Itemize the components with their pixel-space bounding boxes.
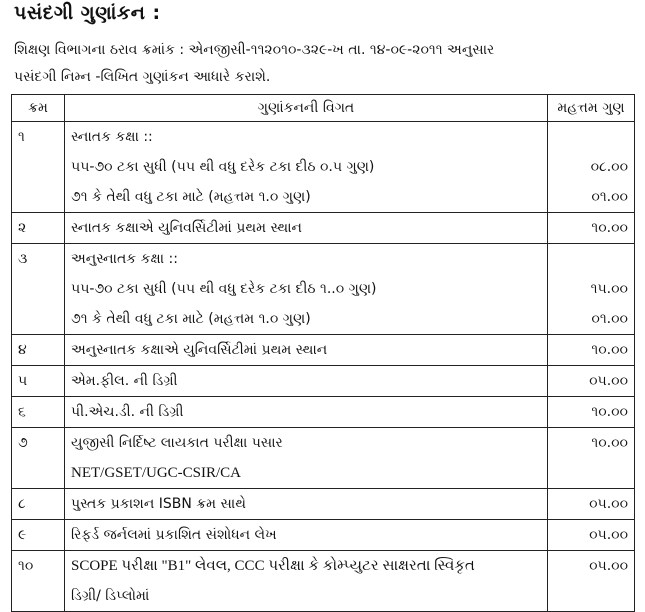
row-detail	[65, 551, 548, 612]
row-marks	[548, 520, 635, 551]
row-marks	[548, 397, 635, 428]
row-detail	[65, 213, 548, 244]
header-marks: મહત્તમ ગુણ	[548, 95, 635, 122]
marks-value: ૧૦.૦૦	[591, 404, 628, 420]
table-row	[12, 397, 635, 428]
row-marks	[548, 366, 635, 397]
detail-line: ૭૧ કે તેથી વધુ ટકા માટે (મહત્તમ ૧.૦ ગુણ)	[71, 311, 311, 327]
table-row	[12, 244, 635, 335]
detail-line: SCOPE પરીક્ષા "B1" લેવલ, CCC પરીક્ષા કે કોમ્પ્યુટર સાક્ષરતા સ્વિકૃત	[71, 558, 475, 574]
detail-line: રિફર્ડ જર્નલમાં પ્રકાશિત સંશોધન લેખ	[71, 527, 277, 543]
table-row	[12, 428, 635, 489]
row-number: ૬	[12, 397, 65, 428]
detail-line: NET/GSET/UGC-CSIR/CA	[71, 465, 242, 481]
marks-value: ૦૮.૦૦	[590, 159, 628, 175]
row-number: ૨	[12, 213, 65, 244]
row-detail	[65, 428, 548, 489]
row-number: ૯	[12, 520, 65, 551]
marks-value: ૦૫.૦૦	[589, 527, 628, 543]
detail-line: ડિગ્રી/ ડિપ્લોમાં	[71, 588, 150, 604]
row-marks	[548, 335, 635, 366]
table-row	[12, 122, 635, 213]
row-marks	[548, 122, 635, 213]
detail-line: ૫૫-૭૦ ટકા સુધી (૫૫ થી વધુ દરેક ટકા દીઠ ૧..૦ ગુણ)	[71, 281, 377, 297]
row-marks	[548, 428, 635, 489]
table-row	[12, 551, 635, 612]
table-row	[12, 366, 635, 397]
row-number: ૭	[12, 428, 65, 489]
marks-value: ૧૦.૦૦	[591, 342, 628, 358]
marks-value: ૦૫.૦૦	[589, 373, 628, 389]
row-detail	[65, 520, 548, 551]
row-number: ૧૦	[12, 551, 65, 612]
marks-value: ૧૦.૦૦	[591, 220, 628, 236]
marks-value: ૧૦.૦૦	[591, 435, 628, 451]
marks-value: ૧૫.૦૦	[590, 281, 628, 297]
table-row	[12, 520, 635, 551]
intro-line-1: શિક્ષણ વિભાગના ઠરાવ ક્રમાંક : એનજીસી-૧૧૨૦૧૦-૩૨૯-ખ તા. ૧૪-૦૯-૨૦૧૧ અનુસાર	[14, 42, 495, 58]
detail-line: સ્નાતક કક્ષાએ યુનિવર્સિટીમાં પ્રથમ સ્થાન	[71, 220, 302, 236]
marks-value	[554, 122, 628, 152]
marks-value	[554, 244, 628, 274]
marks-table	[11, 94, 635, 612]
intro-paragraph	[14, 37, 639, 91]
marks-value: ૦૧.૦૦	[591, 311, 628, 327]
row-marks	[548, 213, 635, 244]
row-number: ૮	[12, 489, 65, 520]
table-row	[12, 335, 635, 366]
marks-value: ૦૧.૦૦	[591, 189, 628, 205]
detail-line: અનુસ્નાતક કક્ષાએ યુનિવર્સિટીમાં પ્રથમ સ્થાન	[71, 342, 328, 358]
marks-value: ૦૫.૦૦	[589, 558, 628, 574]
detail-line: પી.એચ.ડી. ની ડિગ્રી	[71, 404, 184, 420]
row-detail	[65, 397, 548, 428]
row-detail	[65, 335, 548, 366]
marks-value: ૦૫.૦૦	[589, 496, 628, 512]
detail-line: એમ.ફીલ. ની ડિગ્રી	[71, 373, 178, 389]
detail-line: અનુસ્નાતક કક્ષા ::	[71, 251, 178, 267]
detail-line: પુસ્તક પ્રકાશન ISBN ક્રમ સાથે	[71, 496, 246, 512]
row-detail	[65, 122, 548, 213]
row-number: ૧	[12, 122, 65, 213]
row-number: ૩	[12, 244, 65, 335]
row-number: ૫	[12, 366, 65, 397]
row-marks	[548, 489, 635, 520]
row-marks	[548, 551, 635, 612]
row-number: ૪	[12, 335, 65, 366]
header-detail: ગુણાંકનની વિગત	[65, 95, 548, 122]
detail-line: સ્નાતક કક્ષા ::	[71, 129, 153, 145]
row-marks	[548, 244, 635, 335]
row-detail	[65, 366, 548, 397]
detail-line: ૫૫-૭૦ ટકા સુધી (૫૫ થી વધુ દરેક ટકા દીઠ ૦.૫ ગુણ)	[71, 159, 375, 175]
table-row	[12, 489, 635, 520]
table-header-row	[12, 95, 635, 122]
detail-line: યુજીસી નિર્દિષ્ટ લાયકાત પરીક્ષા પસાર	[71, 435, 283, 451]
table-row	[12, 213, 635, 244]
row-detail	[65, 244, 548, 335]
header-number: ક્રમ	[12, 95, 65, 122]
detail-line: ૭૧ કે તેથી વધુ ટકા માટે (મહત્તમ ૧.૦ ગુણ)	[71, 189, 311, 205]
intro-line-2: પસંદગી નિમ્ન -લિખિત ગુણાંકન આધારે કરાશે.	[14, 69, 271, 85]
row-detail	[65, 489, 548, 520]
page-heading: પસંદગી ગુણાંકન :	[14, 2, 161, 24]
